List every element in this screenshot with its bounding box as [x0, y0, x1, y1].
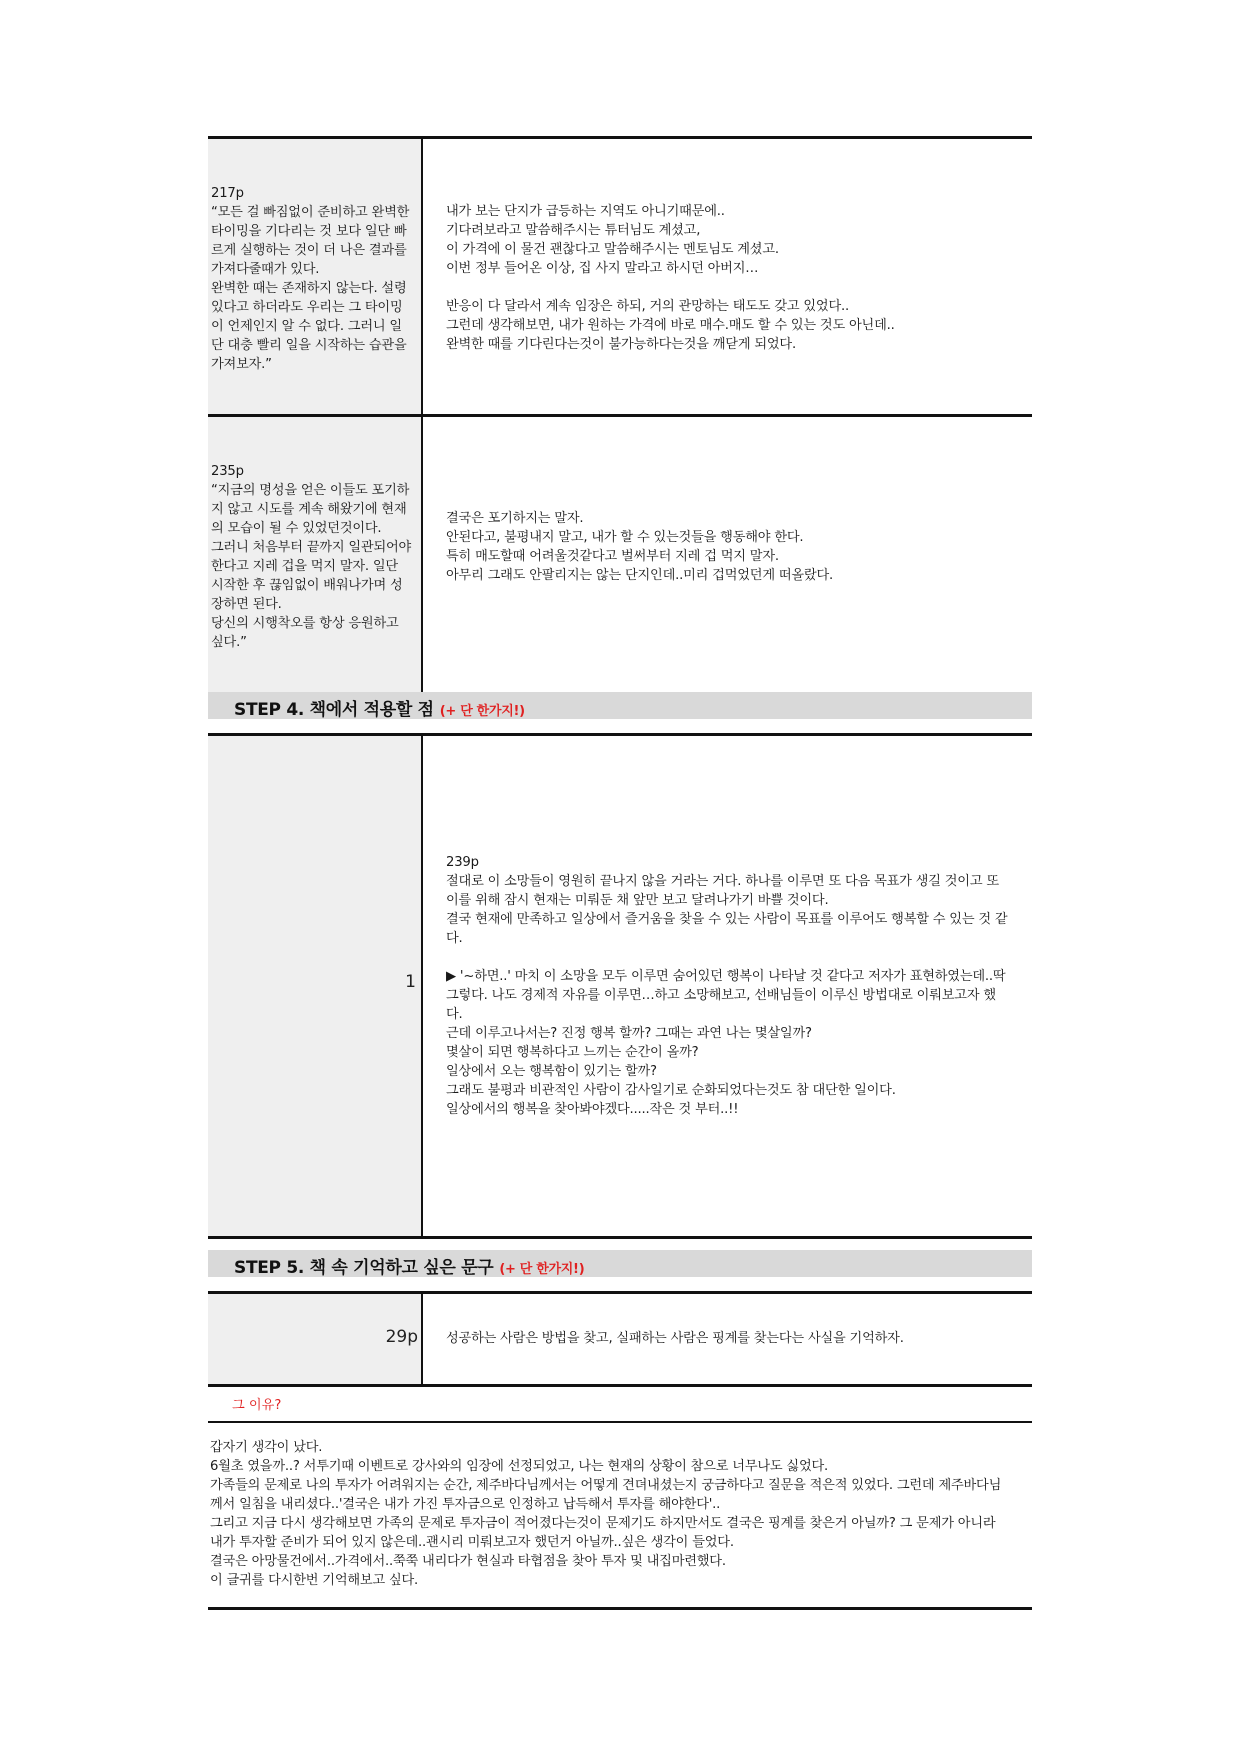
step4-title	[234, 695, 525, 720]
reflection-text-235p: 결국은 포기하지는 말자. 안된다고, 불평내지 말고, 내가 할 수 있는것들을 행동해야 한다. 특히 매도할때 어려울것같다고 벌써부터 지레 겁 먹지 말자. 아무리 그래도 안팔리지는 않는 단지인데..미리 겁먹었던게 떠올랐다.	[446, 511, 834, 583]
reason-bottom-border	[208, 1607, 1032, 1610]
column-divider	[421, 417, 423, 692]
column-divider	[421, 736, 423, 1236]
quote-text-235p: 235p “지금의 명성을 얻은 이들도 포기하 지 않고 시도를 계속 해왔기에 현재 의 모습이 될 수 있었던것이다. 그러니 처음부터 끝까지 일관되어야 한다고 지레 겁을 먹지 말자. 일단 시작한 후 끊임없이 배워나가며 성 장하면 된다. 당신의 시행착오를 항상 응원하고 싶다.”	[211, 464, 412, 650]
step4-header	[208, 692, 1032, 719]
step4-note: (+ 단 한가지!)	[439, 704, 525, 719]
reason-top-border	[208, 1421, 1032, 1423]
step5-quote: 성공하는 사람은 방법을 찾고, 실패하는 사람은 핑계를 찾는다는 사실을 기억하자.	[446, 1331, 904, 1346]
step5-title-text: STEP 5. 책 속 기억하고 싶은 문구	[234, 1258, 494, 1278]
reflection-text-217p: 내가 보는 단지가 급등하는 지역도 아니기때문에.. 기다려보라고 말씀해주시는 튜터님도 계셨고, 이 가격에 이 물건 괜찮다고 말씀해주시는 멘토님도 계셨고. 이번 정부 들어온 이상, 집 사지 말라고 하시던 아버지… 반응이 다 달라서 계속 임장은 하되, 거의 관망하는 태도도 갖고 있었다.. 그런데 생각해보면, 내가 원하는 가격에 바로 매수.매도 할 수 있는 것도 아닌데.. 완벽한 때를 기다린다는것이 불가능하다는것을 깨닫게 되었다.	[446, 204, 895, 352]
step5-page-number: 29p	[385, 1327, 418, 1347]
step5-note: (+ 단 한가지!)	[499, 1262, 585, 1277]
column-divider	[421, 139, 423, 414]
reason-label: 그 이유?	[232, 1398, 282, 1413]
quote-text-217p: 217p “모든 걸 빠짐없이 준비하고 완벽한 타이밍을 기다리는 것 보다 일단 빠 르게 실행하는 것이 더 나은 결과를 가져다줄때가 있다. 완벽한 때는 존재하지 않는다. 설령 있다고 하더라도 우리는 그 타이밍 이 언제인지 알 수 없다. 그러니 일 단 대충 빨리 일을 시작하는 습관을 가져보자.”	[211, 186, 410, 372]
step4-content: 239p 절대로 이 소망들이 영원히 끝나지 않을 거라는 거다. 하나를 이루면 또 다음 목표가 생길 것이고 또 이를 위해 잠시 현재는 미뤄둔 채 앞만 보고 달려나가기 바쁠 것이다. 결국 현재에 만족하고 일상에서 즐거움을 찾을 수 있는 사람이 목표를 이루어도 행복할 수 있는 것 같 다. ▶ '~하면..' 마치 이 소망을 모두 이루면 숨어있던 행복이 나타날 것 같다고 저자가 표현하였는데..딱 그렇다. 나도 경제적 자유를 이루면…하고 소망해보고, 선배님들이 이루신 방법대로 이뤄보고자 했 다. 근데 이루고나서는? 진정 행복 할까? 그때는 과연 나는 몇살일까? 몇살이 되면 행복하다고 느끼는 순간이 올까? 일상에서 오는 행복함이 있기는 할까? 그래도 불평과 비관적인 사람이 감사일기로 순화되었다는것도 참 대단한 일이다. 일상에서의 행복을 찾아봐야겠다.....작은 것 부터..!!	[446, 855, 1008, 1117]
step5-header	[208, 1250, 1032, 1277]
column-divider	[421, 1294, 423, 1384]
step5-title	[234, 1253, 584, 1278]
step4-number: 1	[405, 972, 416, 992]
step4-table-bottom-border	[208, 1236, 1032, 1239]
step5-quote-bottom-border	[208, 1384, 1032, 1387]
reason-text: 갑자기 생각이 났다. 6월초 였을까..? 서투기때 이벤트로 강사와의 임장에 선정되었고, 나는 현재의 상황이 참으로 너무나도 싫었다. 가족들의 문제로 나의 투자가 어려워지는 순간, 제주바다님께서는 어떻게 견뎌내셨는지 궁금하다고 질문을 적은적 있었다. 그런데 제주바다님 께서 일침을 내리셨다..'결국은 내가 가진 투자금으로 인정하고 납득해서 투자를 해야한다'.. 그리고 지금 다시 생각해보면 가족의 문제로 투자금이 적어졌다는것이 문제기도 하지만서도 결국은 핑계를 찾은거 아닐까? 그 문제가 아니라 내가 투자할 준비가 되어 있지 않은데..괜시리 미뤄보고자 했던거 아닐까..싶은 생각이 들었다. 결국은 아망물건에서..가격에서..쭉쭉 내리다가 현실과 타협점을 찾아 투자 및 내집마련했다. 이 글귀를 다시한번 기억해보고 싶다.	[210, 1440, 1002, 1588]
step4-title-text: STEP 4. 책에서 적용할 점	[234, 700, 434, 720]
